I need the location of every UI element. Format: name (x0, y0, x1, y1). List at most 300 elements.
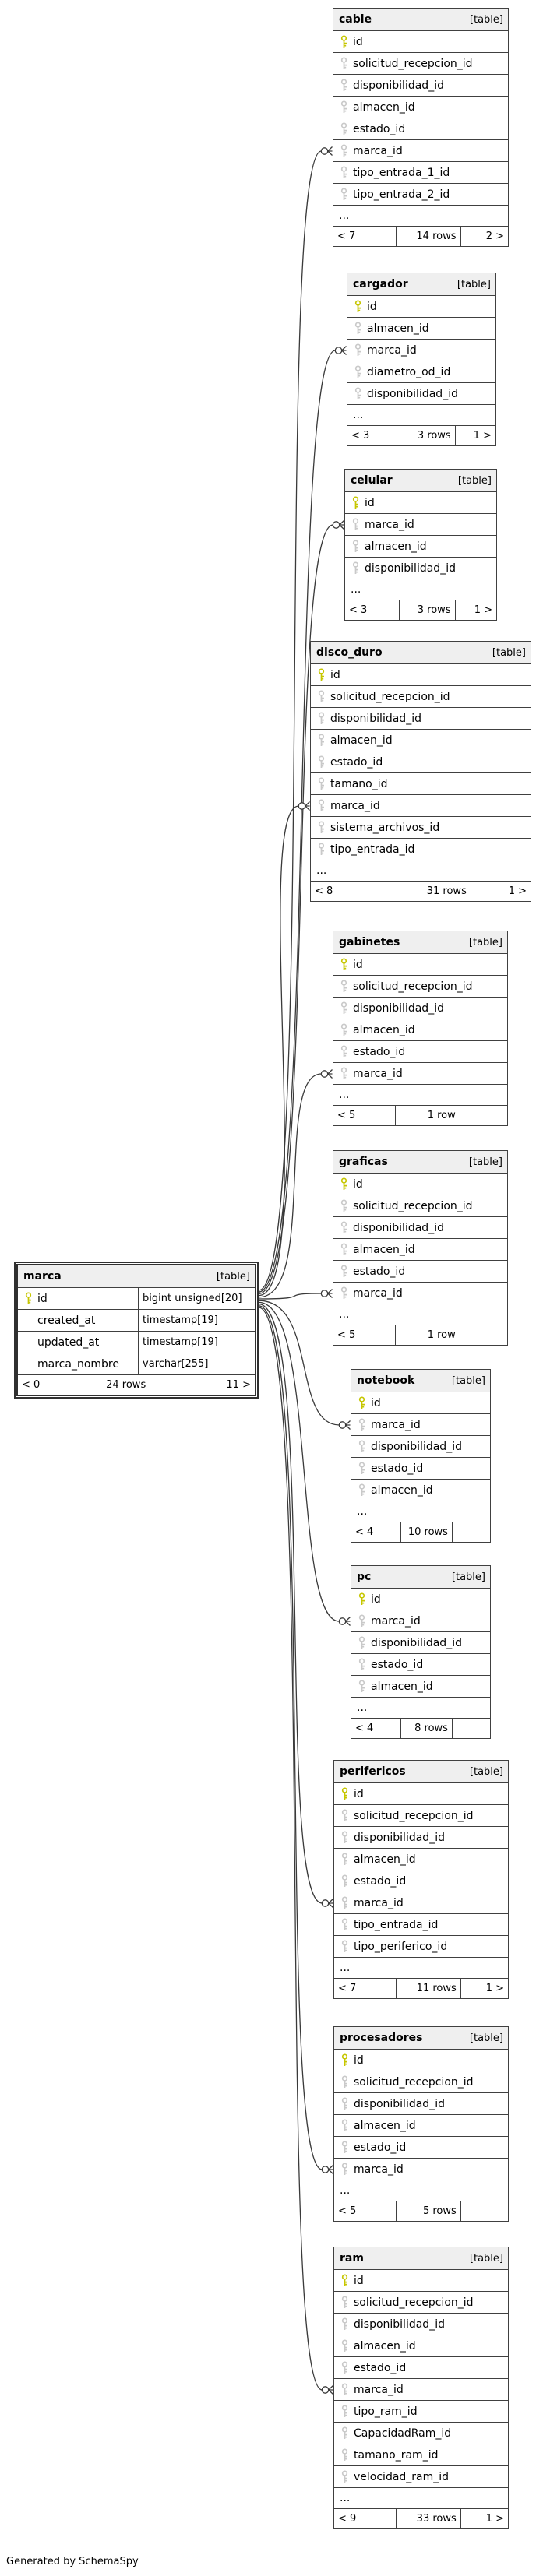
column-row-id (333, 31, 508, 53)
foreign-key-icon (358, 1614, 366, 1628)
table-footer (347, 426, 495, 445)
column-name: estado_id (354, 2361, 407, 2374)
footer-left-count: < 0 (18, 1375, 79, 1395)
column-row-id (351, 1589, 490, 1610)
foreign-key-icon (340, 1940, 349, 1953)
footer-row-count: 1 row (396, 1325, 460, 1345)
column-row-tipo_ram_id (334, 2401, 508, 2423)
column-name: id (371, 1396, 381, 1409)
column-row-marca_id (347, 340, 495, 361)
footer-right-count (460, 1106, 507, 1125)
column-row-tipo_entrada_id (311, 839, 531, 860)
foreign-key-icon (340, 1853, 349, 1866)
table-node-notebook[interactable] (351, 1369, 491, 1543)
column-row-disponibilidad_id (334, 1827, 508, 1849)
table-name: pc (357, 1571, 372, 1583)
footer-right-count: 1 > (474, 604, 492, 616)
footer-row-count: 3 rows (400, 600, 456, 620)
column-row-marca_id (333, 1063, 507, 1085)
column-name: tipo_entrada_id (354, 1918, 439, 1931)
truncated-columns-ellipsis: ... (333, 206, 508, 227)
column-type: bigint unsigned[20] (143, 1293, 242, 1304)
column-name: id (354, 2053, 364, 2067)
footer-row-count: 3 rows (400, 426, 455, 445)
foreign-key-icon (340, 1045, 348, 1058)
column-row-sistema_archivos_id (311, 817, 531, 839)
foreign-key-icon (340, 1874, 349, 1888)
column-name: marca_id (330, 799, 380, 812)
column-name-cell (18, 1332, 139, 1353)
foreign-key-icon (340, 57, 348, 70)
column-row-disponibilidad_id (334, 2314, 508, 2335)
footer-right-count: 2 > (485, 231, 504, 242)
table-type-tag: [table] (469, 1765, 503, 1778)
foreign-key-icon (340, 1199, 348, 1212)
column-name: id (367, 300, 377, 313)
table-footer (333, 1106, 507, 1125)
column-name: tipo_ram_id (354, 2405, 418, 2418)
primary-key-icon (351, 496, 360, 509)
column-name: id (365, 496, 375, 509)
column-row-tipo_entrada_id (334, 1914, 508, 1936)
column-row-marca_id (345, 514, 496, 536)
column-name: marca_id (353, 144, 403, 157)
truncated-columns-ellipsis: ... (351, 1698, 490, 1719)
foreign-key-icon (358, 1636, 366, 1649)
foreign-key-icon (340, 2383, 349, 2396)
column-name: almacen_id (353, 100, 415, 114)
table-node-celular[interactable] (344, 469, 497, 621)
table-footer (334, 2509, 508, 2528)
column-name: sistema_archivos_id (330, 821, 440, 834)
foreign-key-icon (340, 1243, 348, 1256)
column-row-almacen_id (333, 1019, 507, 1041)
column-row-marca_id (333, 140, 508, 162)
column-row-marca_id (333, 1283, 507, 1304)
column-name: disponibilidad_id (354, 2097, 445, 2110)
foreign-key-icon (340, 2448, 349, 2462)
table-footer (333, 1325, 507, 1345)
table-name: marca (23, 1270, 62, 1283)
column-row-almacen_id (333, 1239, 507, 1261)
footer-row-count: 10 rows (401, 1522, 453, 1542)
column-name: marca_id (365, 518, 414, 531)
primary-key-icon (340, 958, 348, 971)
column-name: almacen_id (330, 734, 393, 747)
table-node-pc[interactable] (351, 1565, 491, 1739)
table-footer (334, 1979, 508, 1998)
foreign-key-icon (317, 843, 326, 856)
column-row-tipo_periferico_id (334, 1936, 508, 1958)
column-row-almacen_id (351, 1676, 490, 1698)
truncated-columns-ellipsis: ... (333, 1085, 507, 1106)
foreign-key-icon (340, 1001, 348, 1015)
primary-key-icon (340, 1177, 348, 1191)
footer-row-count: 24 rows (79, 1375, 150, 1395)
foreign-key-icon (340, 144, 348, 157)
column-name: solicitud_recepcion_id (353, 57, 473, 70)
column-name: estado_id (354, 2141, 407, 2154)
column-name: estado_id (353, 1045, 406, 1058)
table-node-cable[interactable] (333, 8, 509, 247)
column-name: almacen_id (365, 540, 427, 553)
foreign-key-icon (340, 1221, 348, 1234)
column-row-tipo_entrada_2_id (333, 184, 508, 206)
column-name: marca_id (371, 1418, 421, 1431)
truncated-columns-ellipsis: ... (351, 1501, 490, 1522)
foreign-key-icon (317, 821, 326, 834)
footer-row-count: 8 rows (401, 1719, 453, 1738)
column-row-disponibilidad_id (345, 558, 496, 579)
column-name: estado_id (353, 122, 406, 135)
key-icon-spacer (24, 1314, 33, 1327)
column-name: id (354, 2274, 364, 2287)
column-row-tamano_id (311, 773, 531, 795)
footer-left-count: < 5 (333, 1325, 396, 1345)
column-row-solicitud_recepcion_id (333, 1195, 507, 1217)
table-header (18, 1265, 255, 1288)
column-name: disponibilidad_id (367, 387, 458, 400)
column-row-almacen_id (334, 2115, 508, 2137)
table-name: ram (340, 2252, 364, 2265)
column-row-velocidad_ram_id (334, 2466, 508, 2488)
foreign-key-icon (340, 2361, 349, 2374)
foreign-key-icon (340, 2097, 349, 2110)
primary-key-icon (354, 300, 362, 313)
foreign-key-icon (351, 518, 360, 531)
foreign-key-icon (358, 1483, 366, 1497)
column-name: disponibilidad_id (330, 712, 421, 725)
column-row-almacen_id (347, 318, 495, 340)
table-name: procesadores (340, 2032, 423, 2044)
table-header (345, 470, 496, 492)
column-name: marca_id (354, 2383, 404, 2396)
primary-key-icon (24, 1292, 33, 1305)
footer-left-count: < 9 (334, 2509, 397, 2528)
column-name: estado_id (330, 755, 383, 769)
foreign-key-icon (340, 2163, 349, 2176)
column-row-estado_id (334, 1870, 508, 1892)
foreign-key-icon (358, 1440, 366, 1453)
column-name: solicitud_recepcion_id (353, 1199, 473, 1212)
footer-left-count: < 4 (351, 1719, 401, 1738)
column-row-estado_id (351, 1458, 490, 1480)
foreign-key-icon (340, 2119, 349, 2132)
foreign-key-icon (340, 100, 348, 114)
table-header (333, 9, 508, 31)
footer-right-count: 1 > (485, 1983, 504, 1994)
column-row-marca_id (334, 2379, 508, 2401)
table-name: graficas (339, 1156, 388, 1168)
column-row-updated_at (18, 1332, 255, 1353)
column-row-id (345, 492, 496, 514)
column-name: marca_id (353, 1286, 403, 1300)
column-row-id (334, 1783, 508, 1805)
column-row-disponibilidad_id (333, 75, 508, 97)
column-name: disponibilidad_id (354, 1831, 445, 1844)
foreign-key-icon (358, 1680, 366, 1693)
table-header (333, 1151, 507, 1174)
column-row-id (334, 2270, 508, 2292)
column-name: disponibilidad_id (371, 1636, 462, 1649)
column-name-cell (18, 1288, 139, 1309)
foreign-key-icon (351, 561, 360, 575)
table-footer (18, 1375, 255, 1395)
table-header (311, 642, 531, 664)
footer-row-count: 11 rows (397, 1979, 461, 1998)
column-row-solicitud_recepcion_id (333, 976, 507, 998)
foreign-key-icon (354, 365, 362, 378)
table-type-tag: [table] (457, 278, 491, 290)
column-row-id (333, 1174, 507, 1195)
table-node-marca[interactable] (14, 1262, 259, 1399)
column-row-solicitud_recepcion_id (334, 1805, 508, 1827)
table-node-graficas[interactable] (333, 1150, 508, 1346)
foreign-key-icon (317, 799, 326, 812)
column-name: tamano_ram_id (354, 2448, 439, 2462)
foreign-key-icon (340, 2470, 349, 2483)
column-name: tipo_entrada_id (330, 843, 415, 856)
footer-left-count: < 3 (347, 426, 400, 445)
footer-row-count: 31 rows (390, 882, 471, 901)
column-name: CapacidadRam_id (354, 2426, 452, 2440)
table-header (351, 1370, 490, 1392)
column-name: marca_nombre (37, 1357, 119, 1371)
column-name: id (353, 35, 363, 48)
column-name: solicitud_recepcion_id (330, 690, 450, 703)
table-footer (334, 2201, 508, 2221)
table-name: celular (351, 474, 393, 487)
foreign-key-icon (340, 166, 348, 179)
column-row-marca_id (334, 2159, 508, 2180)
foreign-key-icon (317, 734, 326, 747)
column-name: id (37, 1292, 48, 1305)
column-name: updated_at (37, 1336, 100, 1349)
footer-left-count: < 7 (333, 227, 397, 246)
column-name: disponibilidad_id (365, 561, 456, 575)
column-row-almacen_id (334, 1849, 508, 1870)
foreign-key-icon (340, 2141, 349, 2154)
footer-left-count: < 4 (351, 1522, 401, 1542)
column-name: id (371, 1592, 381, 1606)
footer-row-count: 33 rows (397, 2509, 461, 2528)
column-name: tipo_entrada_2_id (353, 188, 450, 201)
column-name: marca_id (354, 2163, 404, 2176)
column-row-disponibilidad_id (333, 1217, 507, 1239)
column-row-marca_id (311, 795, 531, 817)
foreign-key-icon (351, 540, 360, 553)
primary-key-icon (340, 1787, 349, 1800)
foreign-key-icon (340, 1831, 349, 1844)
primary-key-icon (340, 2274, 349, 2287)
foreign-key-icon (340, 1918, 349, 1931)
footer-left-count: < 8 (311, 882, 390, 901)
footer-left-count: < 5 (334, 2201, 397, 2221)
truncated-columns-ellipsis: ... (334, 2488, 508, 2509)
table-footer (351, 1719, 490, 1738)
column-row-tipo_entrada_1_id (333, 162, 508, 184)
column-name-cell (18, 1353, 139, 1374)
foreign-key-icon (354, 387, 362, 400)
column-name: id (353, 958, 363, 971)
table-header (334, 2027, 508, 2050)
column-name: tipo_entrada_1_id (353, 166, 450, 179)
column-name: disponibilidad_id (353, 1221, 444, 1234)
column-name: tamano_id (330, 777, 388, 790)
column-name: disponibilidad_id (353, 79, 444, 92)
column-row-estado_id (311, 751, 531, 773)
column-row-disponibilidad_id (351, 1632, 490, 1654)
column-name: tipo_periferico_id (354, 1940, 448, 1953)
table-type-tag: [table] (468, 936, 502, 948)
column-name: solicitud_recepcion_id (354, 2296, 474, 2309)
foreign-key-icon (354, 322, 362, 335)
column-type: timestamp[19] (143, 1336, 218, 1348)
footer-left-count: < 5 (333, 1106, 396, 1125)
column-row-estado_id (334, 2357, 508, 2379)
foreign-key-icon (317, 712, 326, 725)
column-row-disponibilidad_id (333, 998, 507, 1019)
footer-right-count (461, 2201, 508, 2221)
column-name: disponibilidad_id (371, 1440, 462, 1453)
foreign-key-icon (340, 2426, 349, 2440)
column-name: estado_id (353, 1265, 406, 1278)
column-type: timestamp[19] (143, 1314, 218, 1326)
table-header (334, 2247, 508, 2270)
column-name: id (330, 668, 340, 681)
column-row-estado_id (333, 1261, 507, 1283)
table-type-tag: [table] (451, 1571, 485, 1583)
table-node-gabinetes[interactable] (333, 931, 508, 1126)
table-footer (333, 227, 508, 246)
table-footer (351, 1522, 490, 1542)
footer-right-count (453, 1522, 490, 1542)
footer-left-count: < 3 (345, 600, 400, 620)
column-row-disponibilidad_id (311, 708, 531, 730)
foreign-key-icon (340, 1067, 348, 1080)
column-name: almacen_id (371, 1680, 433, 1693)
table-header (347, 273, 495, 296)
footer-left-count: < 7 (334, 1979, 397, 1998)
foreign-key-icon (358, 1418, 366, 1431)
table-type-tag: [table] (216, 1270, 250, 1283)
column-type: varchar[255] (143, 1358, 209, 1370)
column-row-id (311, 664, 531, 686)
column-name: solicitud_recepcion_id (354, 1809, 474, 1822)
column-name: solicitud_recepcion_id (354, 2075, 474, 2089)
column-row-estado_id (333, 118, 508, 140)
column-name: almacen_id (367, 322, 429, 335)
column-name: disponibilidad_id (354, 2317, 445, 2331)
column-row-marca_id (334, 1892, 508, 1914)
foreign-key-icon (340, 1809, 349, 1822)
foreign-key-icon (317, 755, 326, 769)
column-row-id (347, 296, 495, 318)
primary-key-icon (358, 1396, 366, 1409)
foreign-key-icon (317, 777, 326, 790)
primary-key-icon (340, 35, 348, 48)
foreign-key-icon (340, 980, 348, 993)
table-type-tag: [table] (469, 13, 503, 26)
table-node-perifericos[interactable] (333, 1760, 509, 1999)
column-row-solicitud_recepcion_id (334, 2071, 508, 2093)
column-name-cell (18, 1310, 139, 1331)
column-row-created_at (18, 1310, 255, 1332)
footer-row-count: 14 rows (397, 227, 461, 246)
key-icon-spacer (24, 1336, 33, 1349)
foreign-key-icon (340, 2296, 349, 2309)
footer-right-count: 1 > (508, 885, 527, 897)
foreign-key-icon (354, 343, 362, 357)
column-row-almacen_id (334, 2335, 508, 2357)
column-row-almacen_id (333, 97, 508, 118)
table-node-cargador[interactable] (347, 273, 496, 446)
primary-key-icon (358, 1592, 366, 1606)
table-footer (345, 600, 496, 620)
truncated-columns-ellipsis: ... (333, 1304, 507, 1325)
table-node-disco_duro[interactable] (310, 641, 531, 902)
table-name: cargador (353, 278, 408, 290)
table-name: gabinetes (339, 936, 400, 948)
table-node-ram[interactable] (333, 2247, 509, 2529)
column-name: estado_id (371, 1658, 424, 1671)
column-name: estado_id (371, 1462, 424, 1475)
column-row-almacen_id (311, 730, 531, 751)
column-row-diametro_od_id (347, 361, 495, 383)
table-footer (311, 882, 531, 901)
column-row-almacen_id (345, 536, 496, 558)
footer-right-count: 1 > (485, 2513, 504, 2525)
column-row-marca_id (351, 1610, 490, 1632)
column-name: marca_id (371, 1614, 421, 1628)
column-row-estado_id (351, 1654, 490, 1676)
table-node-procesadores[interactable] (333, 2026, 509, 2222)
column-name: almacen_id (353, 1023, 415, 1036)
truncated-columns-ellipsis: ... (347, 405, 495, 426)
column-name: almacen_id (354, 2339, 416, 2353)
foreign-key-icon (340, 79, 348, 92)
table-type-tag: [table] (457, 474, 492, 487)
column-name: created_at (37, 1314, 96, 1327)
foreign-key-icon (340, 2317, 349, 2331)
foreign-key-icon (340, 1286, 348, 1300)
column-name: marca_id (353, 1067, 403, 1080)
column-name: almacen_id (371, 1483, 433, 1497)
table-name: cable (339, 13, 372, 26)
foreign-key-icon (340, 1023, 348, 1036)
column-row-disponibilidad_id (347, 383, 495, 405)
footer-right-count: 1 > (473, 430, 492, 442)
foreign-key-icon (340, 1265, 348, 1278)
table-header (351, 1566, 490, 1589)
column-row-disponibilidad_id (351, 1436, 490, 1458)
foreign-key-icon (340, 2339, 349, 2353)
table-header (333, 931, 507, 954)
column-row-solicitud_recepcion_id (311, 686, 531, 708)
footer-row-count: 1 row (396, 1106, 460, 1125)
table-name: disco_duro (316, 646, 383, 659)
column-row-solicitud_recepcion_id (333, 53, 508, 75)
column-row-almacen_id (351, 1480, 490, 1501)
column-row-id (351, 1392, 490, 1414)
table-header (334, 1761, 508, 1783)
foreign-key-icon (340, 2075, 349, 2089)
table-type-tag: [table] (451, 1374, 485, 1387)
footer-row-count: 5 rows (397, 2201, 461, 2221)
column-row-id (18, 1288, 255, 1310)
column-row-marca_nombre (18, 1353, 255, 1375)
column-row-estado_id (334, 2137, 508, 2159)
